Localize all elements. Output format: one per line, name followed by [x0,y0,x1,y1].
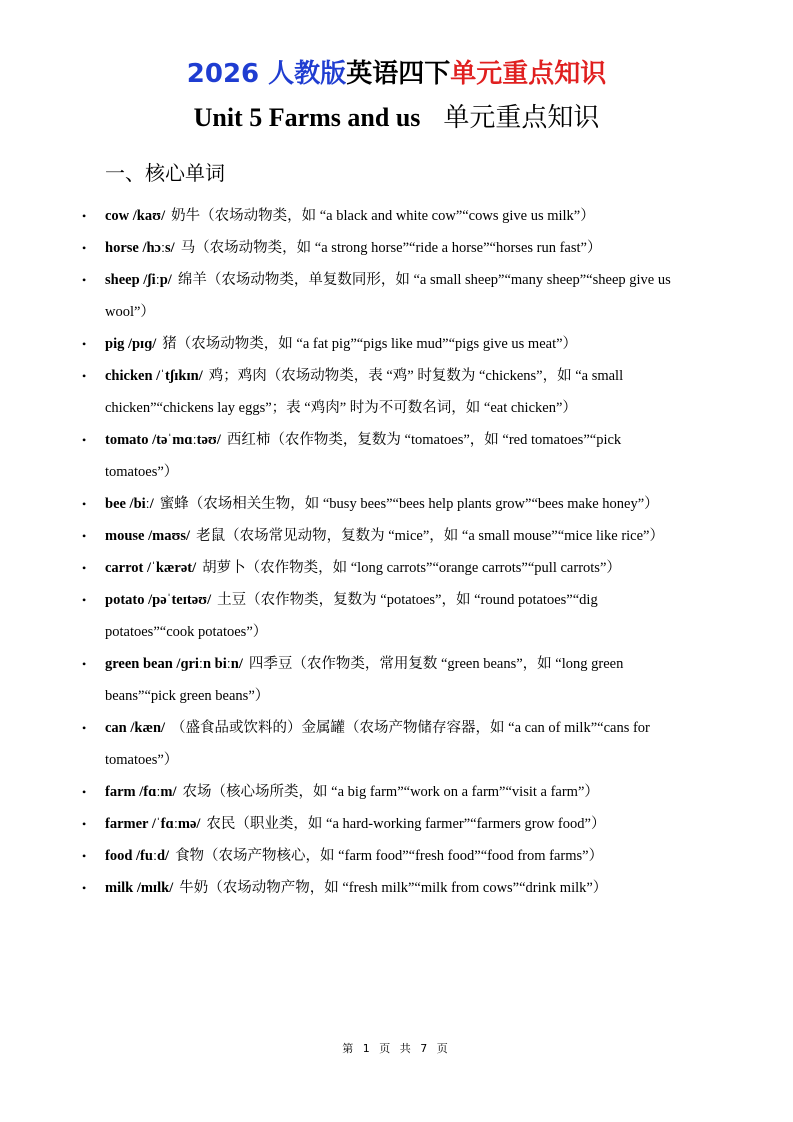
bullet-icon: • [82,785,87,799]
bullet-icon: • [82,497,87,511]
vocab-headword: milk /mɪlk/ [105,880,174,896]
bullet-icon: • [82,209,87,223]
bullet-icon: • [82,369,87,383]
bullet-icon: • [82,881,87,895]
vocab-item [82,264,690,328]
bullet-icon: • [82,241,87,255]
banner-part-topic: 单元重点知识 [450,59,607,89]
bullet-icon: • [82,337,87,351]
vocab-headword: food /fuːd/ [105,848,170,864]
vocab-list [82,200,690,904]
vocab-item [82,424,690,488]
vocab-item [82,360,690,424]
vocab-item [82,712,690,776]
vocab-headword: bee /biː/ [105,496,154,512]
vocab-item [82,808,690,840]
bullet-icon: • [82,593,87,607]
vocab-headword: carrot /ˈkærət/ [105,560,197,576]
unit-title [0,98,793,138]
vocab-meaning: 农场（核心场所类，如 “a big farm”“work on a farm”“visit a farm”） [182,784,599,800]
bullet-icon: • [82,721,87,735]
vocab-meaning: 胡萝卜（农作物类，如 “long carrots”“orange carrots”“pull carrots”） [202,560,621,576]
vocab-meaning: 鸡；鸡肉（农场动物类，表 “鸡” 时复数为 “chickens”，如 “a small chicken”“chickens lay eggs”；表 “鸡肉” 时为不可数名词，如 “eat chicken”） [105,368,624,416]
banner-part-subject: 英语四下 [346,59,451,89]
banner-part-grade: 2026 人教版 [186,59,347,89]
vocab-headword: cow /kaʊ/ [105,208,166,224]
vocab-item [82,200,690,232]
vocab-meaning: 西红柿（农作物类，复数为 “tomatoes”，如 “red tomatoes”“pick tomatoes”） [105,432,622,480]
vocab-item [82,872,690,904]
vocab-headword: pig /pɪɡ/ [105,336,157,352]
section-heading: 一、核心单词 [105,163,225,185]
vocab-item [82,488,690,520]
vocab-item [82,552,690,584]
vocab-item [82,840,690,872]
vocab-item [82,776,690,808]
vocab-meaning: 土豆（农作物类，复数为 “potatoes”，如 “round potatoes”“dig potatoes”“cook potatoes”） [105,592,598,640]
vocab-meaning: 食物（农场产物核心，如 “farm food”“fresh food”“food from farms”） [175,848,604,864]
vocab-meaning: 绵羊（农场动物类，单复数同形，如 “a small sheep”“many sheep”“sheep give us wool”） [105,272,671,320]
bullet-icon: • [82,273,87,287]
vocab-headword: farm /fɑːm/ [105,784,177,800]
vocab-meaning: 四季豆（农作物类，常用复数 “green beans”，如 “long green beans”“pick green beans”） [105,656,624,704]
vocab-headword: tomato /təˈmɑːtəʊ/ [105,432,221,448]
vocab-item [82,584,690,648]
banner-title [0,50,793,98]
vocab-headword: farmer /ˈfɑːmə/ [105,816,201,832]
vocab-meaning: （盛食品或饮料的）金属罐（农场产物储存容器，如 “a can of milk”“cans for tomatoes”） [105,720,650,768]
bullet-icon: • [82,657,87,671]
unit-title-english: Unit 5 Farms and us [193,103,421,132]
vocab-item [82,520,690,552]
vocab-headword: potato /pəˈteɪtəʊ/ [105,592,212,608]
vocab-meaning: 猪（农场动物类，如 “a fat pig”“pigs like mud”“pigs give us meat”） [162,336,578,352]
vocab-item [82,648,690,712]
vocab-headword: horse /hɔːs/ [105,240,175,256]
vocab-headword: sheep /ʃiːp/ [105,272,172,288]
vocab-headword: mouse /maʊs/ [105,528,191,544]
vocab-meaning: 蜜蜂（农场相关生物，如 “busy bees”“bees help plants grow”“bees make honey”） [159,496,659,512]
vocab-meaning: 马（农场动物类，如 “a strong horse”“ride a horse”“horses run fast”） [180,240,602,256]
bullet-icon: • [82,817,87,831]
vocab-headword: green bean /ɡriːn biːn/ [105,656,243,672]
page-footer: 第 1 页 共 7 页 [342,1042,451,1055]
bullet-icon: • [82,561,87,575]
vocab-item [82,232,690,264]
vocab-meaning: 农民（职业类，如 “a hard-working farmer”“farmers grow food”） [206,816,606,832]
bullet-icon: • [82,529,87,543]
bullet-icon: • [82,849,87,863]
unit-title-chinese: 单元重点知识 [443,103,600,132]
vocab-headword: can /kæn/ [105,720,166,736]
vocab-item [82,328,690,360]
vocab-meaning: 牛奶（农场动物产物，如 “fresh milk”“milk from cows”“drink milk”） [179,880,608,896]
bullet-icon: • [82,433,87,447]
vocab-meaning: 奶牛（农场动物类，如 “a black and white cow”“cows give us milk”） [171,208,595,224]
vocab-headword: chicken /ˈtʃɪkɪn/ [105,368,203,384]
vocab-meaning: 老鼠（农场常见动物，复数为 “mice”，如 “a small mouse”“mice like rice”） [196,528,664,544]
